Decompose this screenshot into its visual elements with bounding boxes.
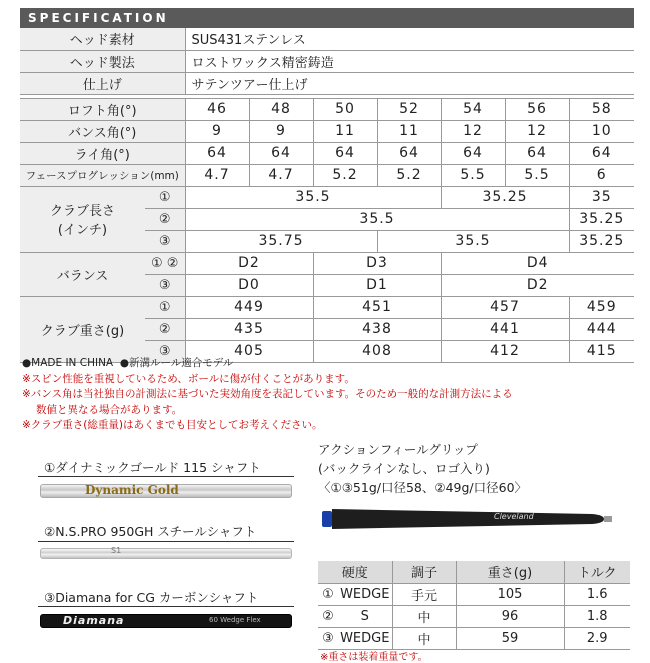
balance-mark: ③ bbox=[145, 274, 185, 296]
grip-logo: Cleveland bbox=[494, 512, 534, 521]
face-cell: 4.7 bbox=[185, 164, 249, 186]
shaft-weight: 105 bbox=[456, 583, 564, 605]
bounce-cell: 10 bbox=[569, 120, 634, 142]
shaft-mark: ② bbox=[318, 605, 338, 627]
lie-label: ライ角(°) bbox=[20, 142, 185, 164]
kick-header: 調子 bbox=[392, 561, 456, 583]
weight-cell: 457 bbox=[441, 296, 569, 318]
shaft-mark: ③ bbox=[318, 627, 338, 649]
balance-label: バランス bbox=[20, 252, 145, 296]
shaft-weight: 96 bbox=[456, 605, 564, 627]
length-row bbox=[20, 186, 634, 208]
face-cell: 5.2 bbox=[377, 164, 441, 186]
face-row bbox=[20, 164, 634, 186]
shaft-weight: 59 bbox=[456, 627, 564, 649]
notes bbox=[22, 356, 632, 434]
spec-row-material bbox=[20, 28, 634, 50]
rule-note: ●新溝ルール適合モデル bbox=[119, 357, 234, 369]
shaft-spec-table bbox=[318, 561, 630, 650]
weight-cell: 459 bbox=[569, 296, 634, 318]
shaft-2-print: S1 bbox=[111, 546, 122, 555]
shaft-1-image bbox=[40, 484, 292, 498]
grip-name: アクションフィールグリップ bbox=[318, 442, 478, 457]
balance-cell: D4 bbox=[441, 252, 634, 274]
bounce-cell: 9 bbox=[185, 120, 249, 142]
lie-cell: 64 bbox=[377, 142, 441, 164]
shaft-3-print-flex: 60 Wedge Flex bbox=[209, 616, 261, 624]
shaft-weight-note: ※重さは装着重量です。 bbox=[320, 652, 428, 663]
balance-cell: D2 bbox=[185, 252, 313, 274]
shaft-kick: 中 bbox=[392, 627, 456, 649]
face-cell: 5.2 bbox=[313, 164, 377, 186]
finish-value: サテンツアー仕上げ bbox=[185, 72, 634, 94]
bounce-cell: 11 bbox=[377, 120, 441, 142]
grip-image bbox=[322, 505, 612, 533]
material-value: SUS431ステンレス bbox=[185, 28, 634, 50]
face-cell: 5.5 bbox=[441, 164, 505, 186]
grip-spec: 〈①③51g/口径58、②49g/口径60〉 bbox=[318, 480, 528, 495]
bounce-note-cont: 数値と異なる場合があります。 bbox=[36, 403, 183, 416]
length-cell: 35.25 bbox=[569, 230, 634, 252]
grip-cap bbox=[322, 511, 332, 527]
length-mark: ② bbox=[145, 208, 185, 230]
length-cell: 35.25 bbox=[441, 186, 569, 208]
lie-cell: 64 bbox=[185, 142, 249, 164]
bounce-label: バンス角(°) bbox=[20, 120, 185, 142]
grip-shaft-end bbox=[604, 516, 612, 522]
shaft-spec-row bbox=[318, 627, 630, 649]
balance-mark: ① ② bbox=[145, 252, 185, 274]
weight-cell: 438 bbox=[313, 318, 441, 340]
loft-cell: 52 bbox=[377, 98, 441, 120]
face-label: フェースプログレッション(mm) bbox=[20, 164, 185, 186]
face-cell: 5.5 bbox=[505, 164, 569, 186]
loft-cell: 58 bbox=[569, 98, 634, 120]
shaft-2-rule bbox=[38, 541, 294, 542]
shaft-flex: S bbox=[338, 605, 392, 627]
shaft-1-print: Dynamic Gold bbox=[85, 483, 179, 497]
loft-row bbox=[20, 98, 634, 120]
weight-cell: 412 bbox=[441, 340, 569, 362]
length-label-2: (インチ) bbox=[57, 223, 108, 238]
grip-svg bbox=[322, 505, 612, 533]
shaft-2-label: ②N.S.PRO 950GH スチールシャフト bbox=[44, 524, 257, 539]
weight-cell: 415 bbox=[569, 340, 634, 362]
material-label: ヘッド素材 bbox=[20, 28, 185, 50]
shaft-kick: 中 bbox=[392, 605, 456, 627]
loft-label: ロフト角(°) bbox=[20, 98, 185, 120]
spec-row-finish bbox=[20, 72, 634, 94]
lie-cell: 64 bbox=[505, 142, 569, 164]
shaft-kick: 手元 bbox=[392, 583, 456, 605]
shaft-spec-header-row bbox=[318, 561, 630, 583]
loft-cell: 48 bbox=[249, 98, 313, 120]
length-cell: 35.25 bbox=[569, 208, 634, 230]
weight-mark: ③ bbox=[145, 340, 185, 362]
method-value: ロストワックス精密鋳造 bbox=[185, 50, 634, 72]
length-cell: 35.5 bbox=[185, 208, 569, 230]
shaft-spec-row bbox=[318, 583, 630, 605]
shaft-torque: 1.8 bbox=[564, 605, 630, 627]
length-cell: 35.5 bbox=[185, 186, 441, 208]
weight-cell: 441 bbox=[441, 318, 569, 340]
shaft-1-label: ①ダイナミックゴールド 115 シャフト bbox=[44, 460, 261, 475]
shaft-flex: WEDGE bbox=[338, 583, 392, 605]
grip-body bbox=[332, 509, 604, 529]
loft-cell: 56 bbox=[505, 98, 569, 120]
lie-row bbox=[20, 142, 634, 164]
shaft-3-label: ③Diamana for CG カーボンシャフト bbox=[44, 590, 259, 605]
shaft-mark: ① bbox=[318, 583, 338, 605]
bounce-cell: 12 bbox=[505, 120, 569, 142]
weight-cell: 451 bbox=[313, 296, 441, 318]
weight-cell: 444 bbox=[569, 318, 634, 340]
bounce-row bbox=[20, 120, 634, 142]
bounce-cell: 12 bbox=[441, 120, 505, 142]
weight-mark: ① bbox=[145, 296, 185, 318]
weight-cell: 408 bbox=[313, 340, 441, 362]
grip-desc: (バックラインなし、ロゴ入り) bbox=[318, 461, 490, 476]
shaft-3-image bbox=[40, 614, 292, 628]
loft-cell: 46 bbox=[185, 98, 249, 120]
length-cell: 35.5 bbox=[377, 230, 569, 252]
shaft-spec-row bbox=[318, 605, 630, 627]
length-mark: ① bbox=[145, 186, 185, 208]
method-label: ヘッド製法 bbox=[20, 50, 185, 72]
bounce-note: ※バンス角は当社独自の計測法に基づいた実効角度を表記しています。そのため一般的な計測方法による bbox=[22, 388, 513, 400]
shaft-3-rule bbox=[38, 606, 294, 607]
weight-cell: 449 bbox=[185, 296, 313, 318]
length-cell: 35 bbox=[569, 186, 634, 208]
lie-cell: 64 bbox=[569, 142, 634, 164]
flex-header: 硬度 bbox=[318, 561, 392, 583]
weight-mark: ② bbox=[145, 318, 185, 340]
length-cell: 35.75 bbox=[185, 230, 377, 252]
notes-line-1 bbox=[22, 356, 632, 372]
spec-row-method bbox=[20, 50, 634, 72]
lie-cell: 64 bbox=[441, 142, 505, 164]
bounce-cell: 9 bbox=[249, 120, 313, 142]
shaft-3-print: Diamana bbox=[63, 614, 125, 627]
shaft-torque: 1.6 bbox=[564, 583, 630, 605]
length-mark: ③ bbox=[145, 230, 185, 252]
balance-cell: D3 bbox=[313, 252, 441, 274]
made-in-note: ●MADE IN CHINA bbox=[22, 357, 114, 369]
loft-cell: 50 bbox=[313, 98, 377, 120]
lie-cell: 64 bbox=[313, 142, 377, 164]
weight-cell: 435 bbox=[185, 318, 313, 340]
face-cell: 6 bbox=[569, 164, 634, 186]
balance-cell: D2 bbox=[441, 274, 634, 296]
finish-label: 仕上げ bbox=[20, 72, 185, 94]
torque-header: トルク bbox=[564, 561, 630, 583]
length-label bbox=[20, 186, 145, 252]
weight-label: クラブ重さ(g) bbox=[20, 296, 145, 362]
weight-cell: 405 bbox=[185, 340, 313, 362]
weight-note: ※クラブ重さ(総重量)はあくまでも目安としてお考えください。 bbox=[22, 419, 323, 431]
shaft-1-rule bbox=[38, 476, 294, 477]
spin-note: ※スピン性能を重視しているため、ボールに傷が付くことがあります。 bbox=[22, 372, 355, 385]
loft-cell: 54 bbox=[441, 98, 505, 120]
balance-row bbox=[20, 252, 634, 274]
balance-cell: D0 bbox=[185, 274, 313, 296]
lie-cell: 64 bbox=[249, 142, 313, 164]
shaft-torque: 2.9 bbox=[564, 627, 630, 649]
grip-text bbox=[318, 440, 527, 497]
balance-cell: D1 bbox=[313, 274, 441, 296]
length-label-1: クラブ長さ bbox=[49, 204, 115, 219]
spec-header: SPECIFICATION bbox=[20, 8, 634, 28]
weight-row bbox=[20, 296, 634, 318]
shaft-2-image bbox=[40, 548, 292, 559]
weight-header: 重さ(g) bbox=[456, 561, 564, 583]
spec-table bbox=[20, 28, 634, 363]
shaft-flex: WEDGE bbox=[338, 627, 392, 649]
face-cell: 4.7 bbox=[249, 164, 313, 186]
bounce-cell: 11 bbox=[313, 120, 377, 142]
